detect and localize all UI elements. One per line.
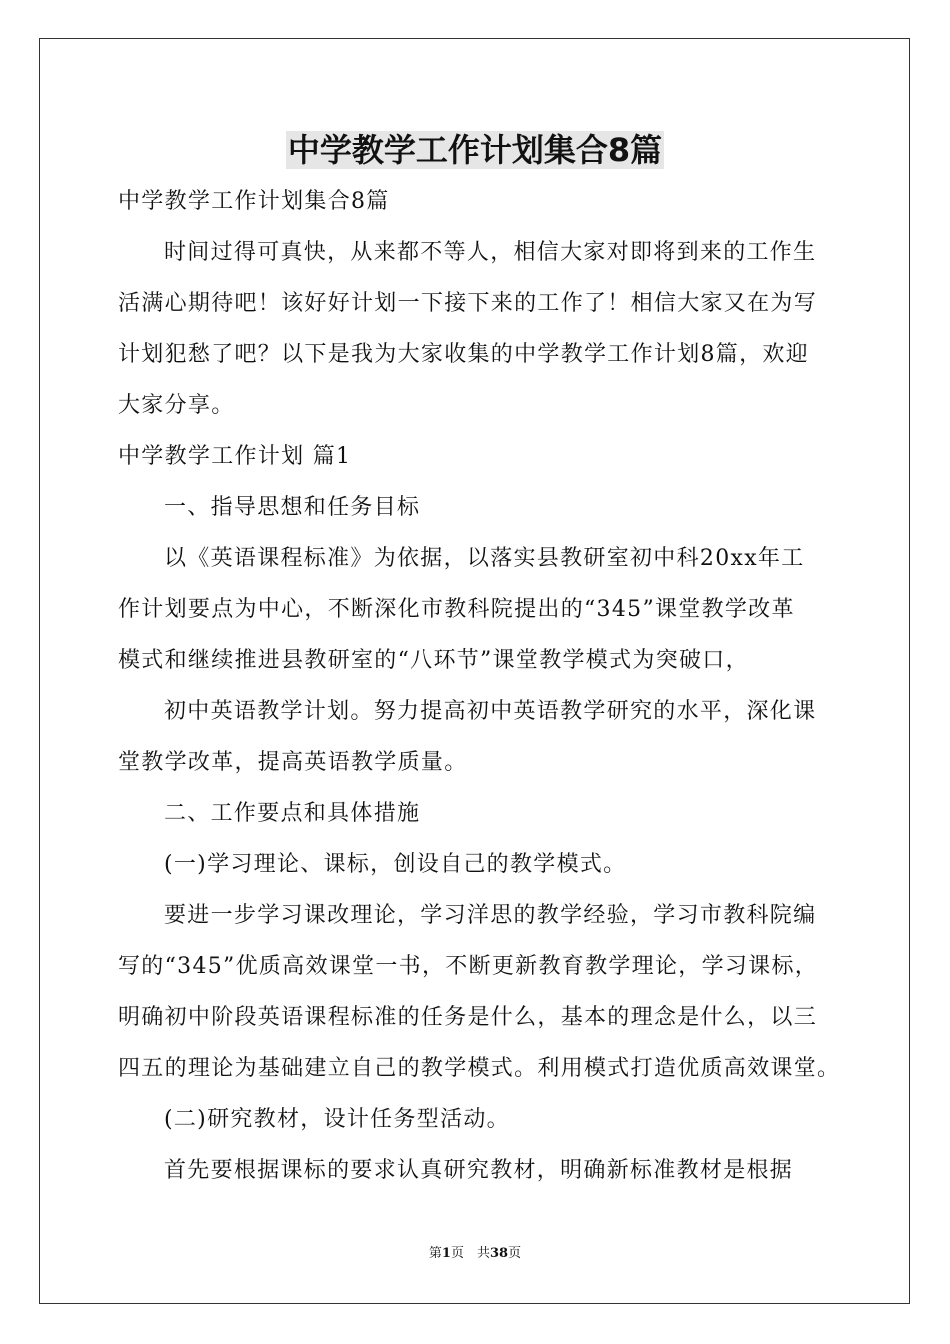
text-line: 中学教学工作计划 篇1	[118, 444, 352, 469]
text-line: 活满心期待吧！该好好计划一下接下来的工作了！相信大家又在为写	[118, 291, 818, 316]
text-line: 首先要根据课标的要求认真研究教材，明确新标准教材是根据	[164, 1158, 794, 1183]
footer-prefix: 第	[428, 1246, 442, 1261]
footer-suffix: 页	[508, 1246, 522, 1261]
text-line: 要进一步学习课改理论，学习洋思的教学经验，学习市教科院编	[164, 903, 817, 928]
text-line: 以《英语课程标准》为依据，以落实县教研室初中科20xx年工	[164, 546, 805, 571]
document-body	[118, 176, 841, 1196]
text-line: 模式和继续推进县教研室的“八环节”课堂教学模式为突破口，	[118, 648, 749, 673]
page-footer	[0, 1244, 950, 1264]
footer-current-page: 1	[441, 1246, 451, 1261]
text-line: 明确初中阶段英语课程标准的任务是什么，基本的理念是什么，以三	[118, 1005, 818, 1030]
text-line: (二)研究教材，设计任务型活动。	[164, 1107, 510, 1132]
text-line: 中学教学工作计划集合8篇	[118, 189, 390, 214]
text-line: 一、指导思想和任务目标	[164, 495, 421, 520]
text-line: 写的“345”优质高效课堂一书，不断更新教育教学理论，学习课标，	[118, 954, 819, 979]
document-title-text: 中学教学工作计划集合8篇	[287, 131, 663, 169]
text-line: 大家分享。	[118, 393, 235, 418]
text-line: 作计划要点为中心，不断深化市教科院提出的“345”课堂教学改革	[118, 597, 795, 622]
text-line: 二、工作要点和具体措施	[164, 801, 421, 826]
text-line: 堂教学改革，提高英语教学质量。	[118, 750, 468, 775]
text-line: (一)学习理论、课标，创设自己的教学模式。	[164, 852, 627, 877]
text-line: 初中英语教学计划。努力提高初中英语教学研究的水平，深化课	[164, 699, 817, 724]
text-line: 计划犯愁了吧？以下是我为大家收集的中学教学工作计划8篇，欢迎	[118, 342, 809, 367]
footer-total-pages: 38	[489, 1246, 509, 1261]
text-line: 四五的理论为基础建立自己的教学模式。利用模式打造优质高效课堂。	[118, 1056, 841, 1081]
text-line: 时间过得可真快，从来都不等人，相信大家对即将到来的工作生	[164, 240, 817, 265]
footer-mid: 页 共	[450, 1246, 490, 1261]
document-title	[0, 128, 950, 172]
